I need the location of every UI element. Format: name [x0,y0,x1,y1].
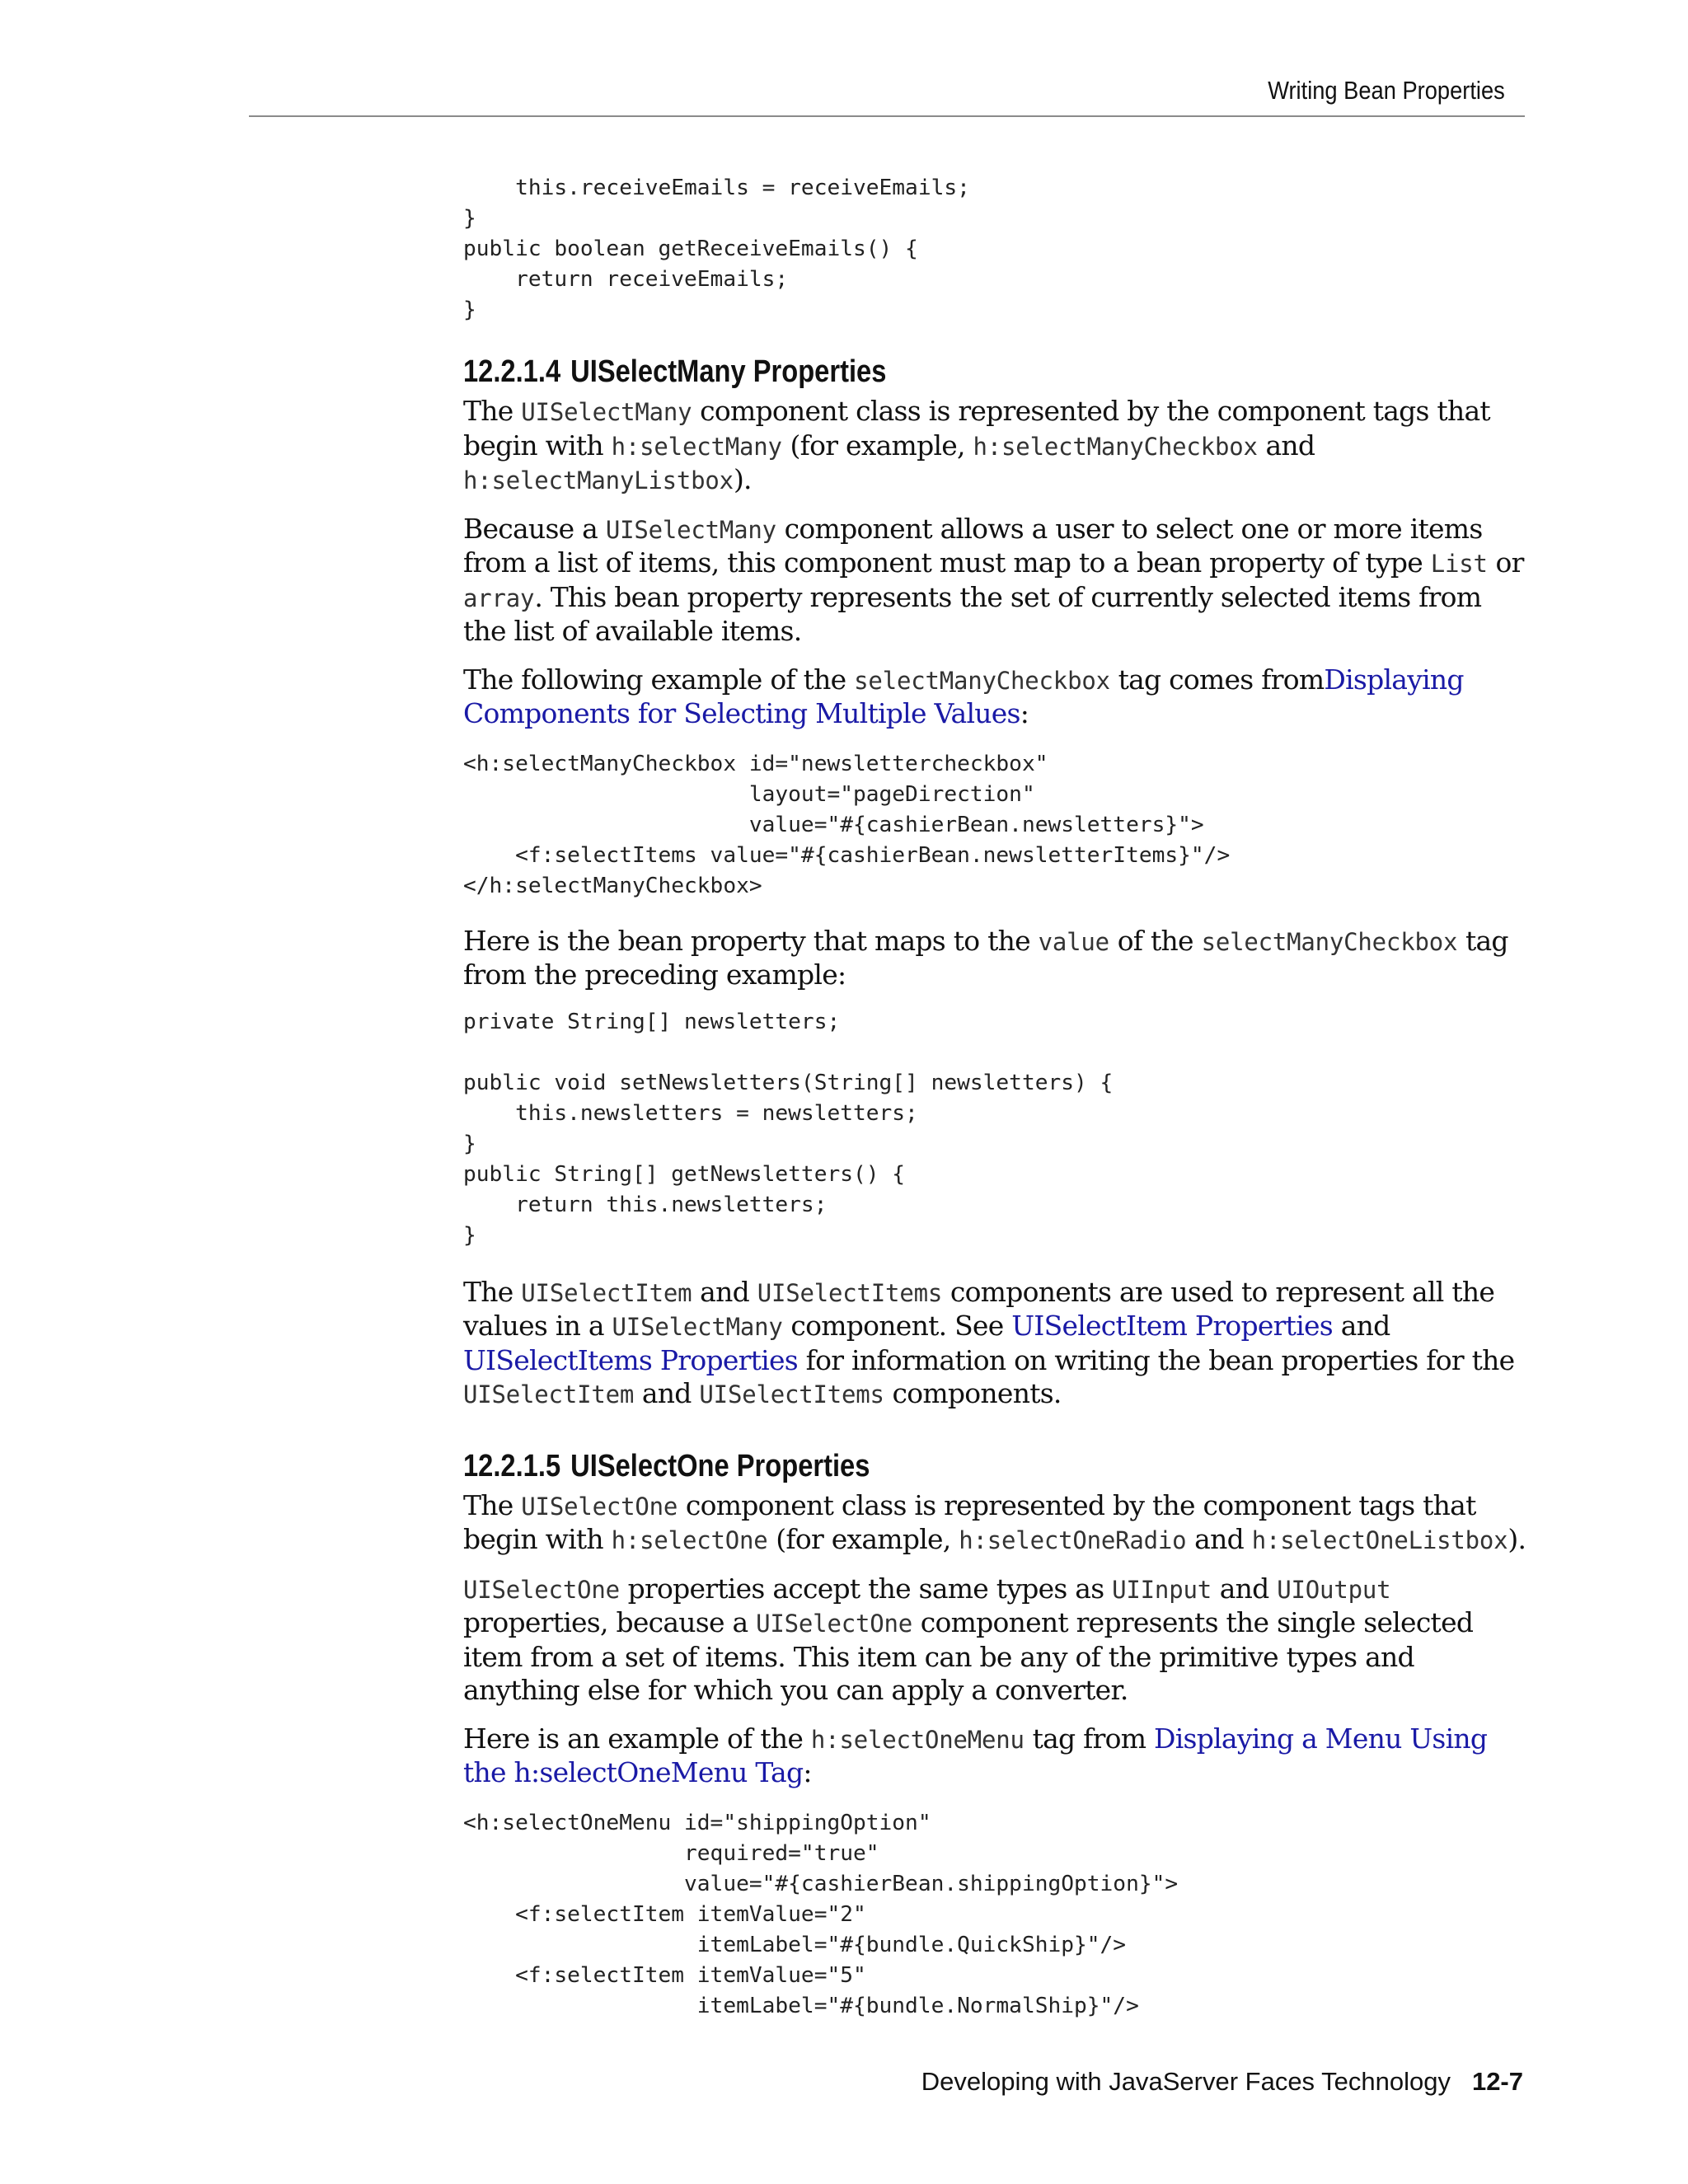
inline-code: h:selectManyListbox [463,466,734,494]
paragraph-uiselectone-intro [463,1489,1526,1558]
code-block-receive-emails: this.receiveEmails = receiveEmails; } public boolean getReceiveEmails() { return receiveEmails; } [463,176,970,322]
inline-code: UIInput [1112,1575,1212,1604]
text: components. [884,1377,1062,1409]
page-number: 12-7 [1471,2067,1523,2096]
text: ). [1507,1523,1526,1555]
text: and [634,1377,700,1409]
link-displaying-multiple-values[interactable]: Displaying Components for Selecting Multiple Values [463,663,1464,729]
inline-code: h:selectManyCheckbox [973,432,1258,461]
inline-code: h:selectOneListbox [1251,1526,1508,1554]
text: component. See [782,1310,1012,1342]
inline-code: UISelectOne [756,1610,912,1638]
text: tag from [1024,1722,1155,1755]
page-footer [921,2067,1523,2097]
text: and [692,1275,757,1308]
inline-code: value [1038,927,1109,956]
paragraph-uiselectone-types [463,1572,1526,1708]
text: or [1487,546,1524,579]
section-heading-uiselectmany [463,352,1377,391]
text: components are used to represent all the values in a [463,1275,1495,1342]
inline-code: selectManyCheckbox [854,666,1110,695]
inline-code: selectManyCheckbox [1201,927,1458,956]
text: : [803,1756,812,1788]
text: . This bean property represents the set of currently selected items from the list of available items. [463,580,1482,647]
inline-code: UISelectMany [521,398,692,426]
text: tag from the preceding example: [463,924,1508,991]
code-block-selectonemenu: <h:selectOneMenu id="shippingOption" required="true" value="#{cashierBean.shippingOption}"> <f:selectItem itemValue="2" itemLabel="#{bundle.QuickShip}"/> <f:selectItem itemValue="5" itemLabel="#{bundle.NormalShip}"/> [463,1810,1179,2018]
text: and [1332,1310,1390,1342]
text: component class is represented by the component tags that begin with [463,395,1490,462]
section-title: UISelectOne Properties [570,1448,870,1483]
text: The [463,395,522,427]
link-displaying-menu[interactable]: Displaying a Menu Using the h:selectOneMenu Tag [463,1722,1488,1788]
text: Here is an example of the [463,1722,811,1755]
paragraph-uiselectmany-mapping [463,513,1526,649]
paragraph-selectitem-usage [463,1276,1526,1412]
text: and [1211,1572,1278,1605]
inline-code: UISelectItem [521,1278,692,1307]
section-number: 12.2.1.5 [463,1448,561,1483]
inline-code: UISelectOne [463,1575,620,1604]
text: Because a [463,512,606,545]
text: and [1257,429,1315,462]
inline-code: UISelectItems [757,1278,943,1307]
text: : [1020,697,1029,729]
text: ). [733,463,752,495]
running-header: Writing Bean Properties [1268,76,1505,105]
text: The [463,1488,522,1521]
section-heading-uiselectone [463,1446,1377,1486]
inline-code: List [1430,550,1488,578]
text: of the [1109,924,1202,957]
inline-code: array [463,583,535,612]
code-block-selectmanycheckbox: <h:selectManyCheckbox id="newslettercheckbox" layout="pageDirection" value="#{cashierBean.newsletters}"> <f:selectItems value="#{cashierBean.newsletterItems}"/> </h:selectManyCheckbox> [463,751,1231,898]
footer-book-title: Developing with JavaServer Faces Technology [921,2067,1451,2096]
paragraph-bean-property-intro [463,925,1526,992]
text: (for example, [767,1523,959,1555]
section-title: UISelectMany Properties [570,354,887,389]
section-number: 12.2.1.4 [463,354,561,389]
inline-code: h:selectOne [611,1526,768,1554]
text: properties accept the same types as [619,1572,1113,1605]
text: Here is the bean property that maps to the [463,924,1039,957]
paragraph-uiselectmany-intro [463,395,1526,498]
inline-code: UISelectMany [612,1313,783,1341]
inline-code: h:selectMany [611,432,782,461]
text: and [1186,1523,1252,1555]
paragraph-checkbox-example-intro [463,663,1526,731]
inline-code: UISelectItem [463,1380,635,1408]
inline-code: h:selectOneMenu [810,1725,1025,1754]
inline-code: UISelectItems [699,1380,884,1408]
text: for information on writing the bean properties for the [797,1343,1515,1376]
link-uiselectitem-properties[interactable]: UISelectItem Properties [1011,1310,1333,1342]
text: The following example of the [463,663,855,696]
header-rule [249,115,1525,117]
text: component class is represented by the component tags that begin with [463,1488,1476,1555]
paragraph-selectonemenu-example-intro [463,1722,1526,1790]
text: The [463,1275,522,1308]
text: tag comes from [1109,663,1325,696]
inline-code: UISelectOne [521,1492,678,1521]
page-content [463,173,1526,2022]
code-block-newsletters-property: private String[] newsletters; public void setNewsletters(String[] newsletters) { this.newsletters = newsletters; } public String[] getNewsletters() { return this.newsletters; } [463,1009,1114,1248]
text: component allows a user to select one or more items from a list of items, this component must map to a bean property of type [463,512,1483,579]
inline-code: UIOutput [1277,1575,1391,1604]
inline-code: UISelectMany [605,515,776,544]
text: properties, because a [463,1606,757,1638]
text: (for example, [781,429,973,462]
text: component represents the single selected item from a set of items. This item can be any of the primitive types and anything else for which you can apply a converter. [463,1606,1474,1706]
inline-code: h:selectOneRadio [959,1526,1187,1554]
link-uiselectitems-properties[interactable]: UISelectItems Properties [463,1343,798,1376]
